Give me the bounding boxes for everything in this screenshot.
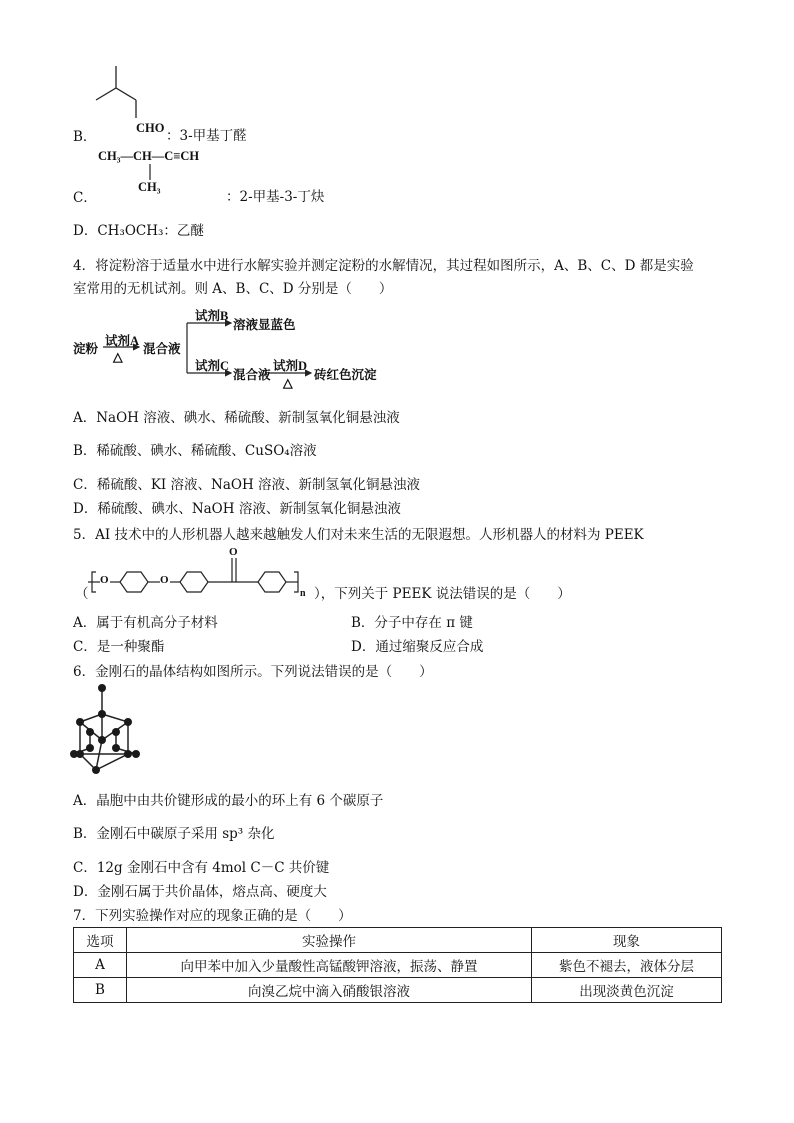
table-row: [74, 953, 722, 978]
peek-carbonyl-oxygen: O: [229, 546, 238, 558]
q5-open-paren: （: [75, 586, 89, 602]
q4-option-b: B．稀硫酸、碘水、稀硫酸、CuSO₄溶液: [73, 443, 317, 459]
q6-option-c: C．12g 金刚石中含有 4mol C－C 共价键: [73, 860, 330, 876]
table-cell: 向甲苯中加入少量酸性高锰酸钾溶液，振荡、静置: [127, 953, 532, 978]
table-header-row: [74, 928, 722, 953]
q5-option-c: C．是一种聚酯: [73, 639, 165, 655]
q4-flow-diagram: [73, 303, 393, 390]
q6-option-a: A．晶胞中由共价键形成的最小的环上有 6 个碳原子: [73, 793, 384, 809]
cho-group: CHO: [136, 121, 165, 135]
q4-option-c: C．稀硫酸、KI 溶液、NaOH 溶液、新制氢氧化铜悬浊液: [73, 477, 421, 493]
q6-stem: 6．金刚石的晶体结构如图所示。下列说法错误的是（ ）: [73, 664, 433, 680]
flow-heat-1: △: [113, 350, 123, 364]
flow-reagent-c: 试剂C: [195, 359, 230, 373]
q4-stem-line2: 室常用的无机试剂。则 A、B、C、D 分别是（ ）: [73, 281, 393, 297]
q4-stem-line1: 4．将淀粉溶于适量水中进行水解实验并测定淀粉的水解情况，其过程如图所示，A、B、C、D 都是实验: [73, 258, 694, 274]
q7-table: [73, 927, 722, 1003]
q5-option-b: B．分子中存在 π 键: [351, 615, 473, 631]
table-row: [74, 978, 722, 1003]
table-header-option: 选项: [74, 928, 127, 953]
flow-mixture-2: 混合液: [233, 368, 271, 382]
flow-result-precipitate: 砖红色沉淀: [314, 368, 377, 382]
q6-option-b: B．金刚石中碳原子采用 sp³ 杂化: [73, 826, 275, 842]
table-cell: 向溴乙烷中滴入硝酸银溶液: [127, 978, 532, 1003]
q5-stem-line2: ），下列关于 PEEK 说法错误的是（ ）: [314, 586, 571, 602]
table-header-operation: 实验操作: [127, 928, 532, 953]
q3-c-formula-main: CH₃—CH—C≡CH: [98, 149, 200, 163]
q5-stem-line1: 5．AI 技术中的人形机器人越来越触发人们对未来生活的无限遐想。人形机器人的材料为 PEEK: [73, 527, 644, 543]
q3-option-d: D．CH₃OCH₃：乙醚: [73, 223, 204, 239]
flow-heat-2: △: [283, 376, 293, 390]
q4-option-d: D．稀硫酸、碘水、NaOH 溶液、新制氢氧化铜悬浊液: [73, 501, 401, 517]
structure-3-methylbutanal: [92, 62, 152, 122]
table-cell: 紫色不褪去，液体分层: [532, 953, 722, 978]
q3-option-c-text: ：2-甲基-3-丁炔: [226, 189, 325, 205]
diamond-crystal-structure: [70, 682, 146, 776]
q6-option-d: D．金刚石属于共价晶体，熔点高、硬度大: [73, 884, 327, 900]
flow-reagent-d: 试剂D: [273, 359, 308, 373]
flow-result-blue: 溶液显蓝色: [233, 318, 296, 332]
table-cell: B: [74, 978, 127, 1003]
table-cell: A: [74, 953, 127, 978]
flow-reagent-a: 试剂A: [105, 334, 140, 348]
table-header-phenomenon: 现象: [532, 928, 722, 953]
peek-oxygen-1: O: [100, 574, 109, 586]
flow-reagent-b: 试剂B: [195, 309, 229, 323]
q4-option-a: A．NaOH 溶液、碘水、稀硫酸、新制氢氧化铜悬浊液: [73, 410, 400, 426]
q7-stem: 7．下列实验操作对应的现象正确的是（ ）: [73, 908, 352, 924]
q3-option-b-label: B．: [73, 129, 97, 145]
q3-option-c-label: C．: [73, 190, 97, 206]
peek-oxygen-2: O: [160, 574, 169, 586]
peek-structure: [88, 546, 314, 602]
peek-repeat-n: n: [300, 588, 306, 599]
q5-option-d: D．通过缩聚反应合成: [351, 639, 484, 655]
q3-option-b-text: ：3-甲基丁醛: [166, 128, 247, 144]
q3-c-formula-methyl: CH₃: [138, 180, 161, 194]
flow-mixture-1: 混合液: [143, 342, 181, 356]
table-cell: 出现淡黄色沉淀: [532, 978, 722, 1003]
flow-starch: 淀粉: [73, 342, 99, 356]
q5-option-a: A．属于有机高分子材料: [73, 615, 218, 631]
